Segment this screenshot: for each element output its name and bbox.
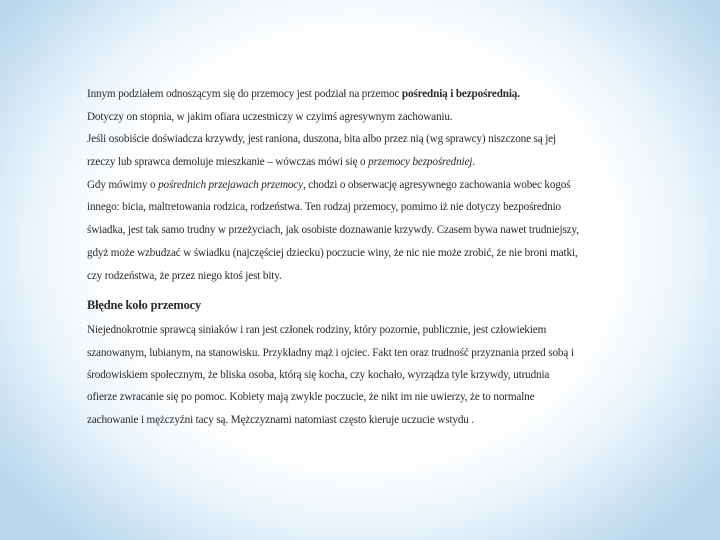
text-run: , chodzi o obserwację agresywnego zachowania wobec kogoś bbox=[302, 178, 571, 191]
text-line: innego: bicia, maltretowania rodzica, rodzeństwa. Ten rodzaj przemocy, pomimo iż nie dotyczy bezpośrednio bbox=[87, 201, 561, 214]
text-line: świadka, jest tak samo trudny w przeżyciach, jak osobiste doznawanie krzywdy. Czasem bywa nawet trudniejszy, bbox=[87, 224, 579, 237]
italic-term: pośrednich przejawach przemocy bbox=[158, 178, 303, 191]
text-line bbox=[87, 174, 639, 197]
section-heading: Błędne koło przemocy bbox=[87, 298, 202, 313]
text-run: rzeczy lub sprawca demoluje mieszkanie – wówczas mówi się o bbox=[87, 156, 369, 169]
text-line: ofierze zwracanie się po pomoc. Kobiety mają zwykle poczucie, że nikt im nie uwierzy, że to normalne bbox=[87, 391, 535, 404]
text-line: czy rodzeństwa, że przez niego ktoś jest bity. bbox=[87, 269, 282, 282]
paragraph-indirect-direct-violence bbox=[87, 83, 639, 287]
text-line bbox=[87, 83, 639, 106]
text-line: środowiskiem społecznym, że bliska osoba, którą się kocha, czy kochało, wyrządza tyle krzywdy, utrudnia bbox=[87, 368, 550, 381]
text-line: Niejednokrotnie sprawcą siniaków i ran jest członek rodziny, który pozornie, publicznie, jest człowiekiem bbox=[87, 324, 547, 337]
text-run: Innym podziałem odnoszącym się do przemocy jest podział na przemoc bbox=[87, 88, 402, 100]
paragraph-cycle-of-violence bbox=[87, 319, 639, 431]
italic-term: przemocy bezpośredniej bbox=[368, 156, 473, 169]
text-line: szanowanym, lubianym, na stanowisku. Przykładny mąż i ojciec. Fakt ten oraz trudność przyznania przed sobą i bbox=[87, 346, 574, 359]
text-line bbox=[87, 151, 639, 174]
text-line: Dotyczy on stopnia, w jakim ofiara uczestniczy w czyimś agresywnym zachowaniu. bbox=[87, 110, 453, 123]
slide-content bbox=[87, 83, 639, 431]
text-run: Gdy mówimy o bbox=[87, 178, 159, 191]
text-line: zachowanie i mężczyźni tacy są. Mężczyznami natomiast często kieruje uczucie wstydu . bbox=[87, 413, 475, 426]
bold-term: pośrednią i bezpośrednią. bbox=[401, 88, 520, 100]
text-line: gdyż może wzbudzać w świadku (najczęściej dziecku) poczucie winy, że nic nie może zrobić, że nie broni matki, bbox=[87, 246, 578, 259]
text-run: . bbox=[472, 156, 475, 169]
text-line: Jeśli osobiście doświadcza krzywdy, jest raniona, duszona, bita albo przez nią (wg sprawcy) niszczone są jej bbox=[87, 133, 556, 146]
